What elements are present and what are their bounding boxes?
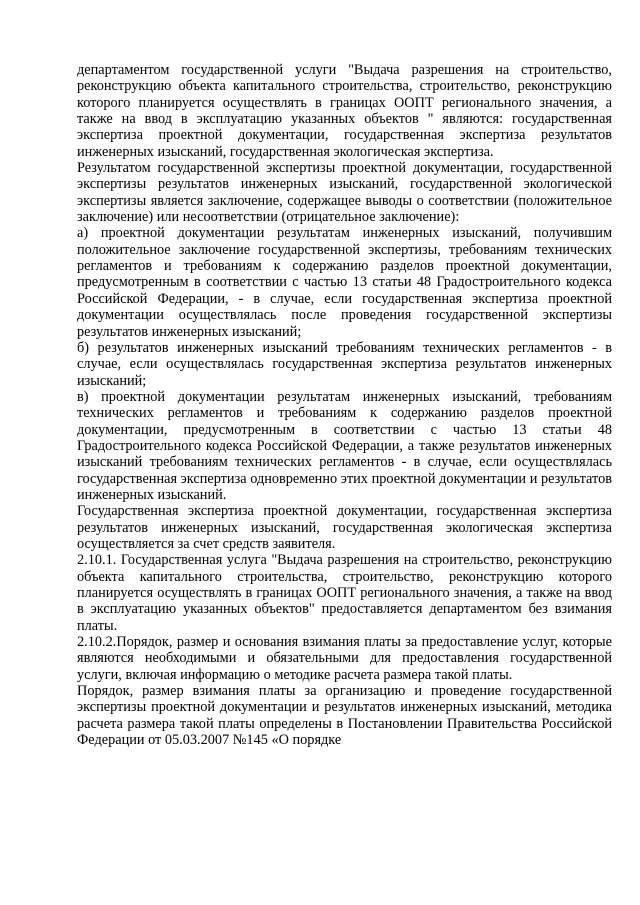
paragraph-item-c: в) проектной документации результатам инженерных изысканий, требованиям технических регламентов и требованиям к содержанию разделов проектной документации, предусмотренным в соответствии с частью 13 статьи 48 Градостроительного кодекса Российской Федерации, а также результатов инженерных изысканий требованиям технических регламентов - в случае, если осуществлялась государственная экспертиза одновременно этих проектной документации и результатов инженерных изысканий. [77,388,612,503]
paragraph-item-a: а) проектной документации результатам инженерных изысканий, получившим положительное заключение государственной экспертизы, требованиям технических регламентов и требованиям к содержанию разделов проектной документации, предусмотренным в соответствии с частью 13 статьи 48 Градостроительного кодекса Российской Федерации, - в случае, если государственная экспертиза проектной документации осуществлялась после проведения государственной экспертизы результатов инженерных изысканий; [77,225,612,340]
paragraph-fee-procedure: Порядок, размер взимания платы за организацию и проведение государственной экспертизы проектной документации и результатов инженерных изысканий, методика расчета размера такой платы определены в Постановлении Правительства Российской Федерации от 05.03.2007 №145 «О порядке [77,683,612,749]
document-page [77,62,612,748]
paragraph-applicant-funds: Государственная экспертиза проектной документации, государственная экспертиза результатов инженерных изысканий, государственная экологическая экспертиза осуществляется за счет средств заявителя. [77,503,612,552]
paragraph-item-b: б) результатов инженерных изысканий требованиям технических регламентов - в случае, если осуществлялась государственная экспертиза результатов инженерных изысканий; [77,339,612,389]
paragraph-services-list: департаментом государственной услуги "Выдача разрешения на строительство, реконструкцию объекта капитального строительства, строительство, реконструкцию которого планируется осуществлять в границах ООПТ регионального значения, а также на ввод в эксплуатацию указанных объектов " являются: государственная экспертиза проектной документации, государственная экспертиза результатов инженерных изысканий, государственная экологическая экспертиза. [77,62,612,160]
paragraph-2-10-2: 2.10.2.Порядок, размер и основания взимания платы за предоставление услуг, которые являются необходимыми и обязательными для предоставления государственной услуги, включая информацию о методике расчета размера такой платы. [77,634,612,683]
paragraph-2-10-1: 2.10.1. Государственная услуга "Выдача разрешения на строительство, реконструкцию объекта капитального строительства, строительство, реконструкцию которого планируется осуществлять в границах ООПТ регионального значения, а также на ввод в эксплуатацию указанных объектов" предоставляется департаментом без взимания платы. [77,552,612,634]
paragraph-expertise-result: Результатом государственной экспертизы проектной документации, государственной экспертизы результатов инженерных изысканий, государственной экологической экспертизы является заключение, содержащее выводы о соответствии (положительное заключение) или несоответствии (отрицательное заключение): [77,160,612,226]
